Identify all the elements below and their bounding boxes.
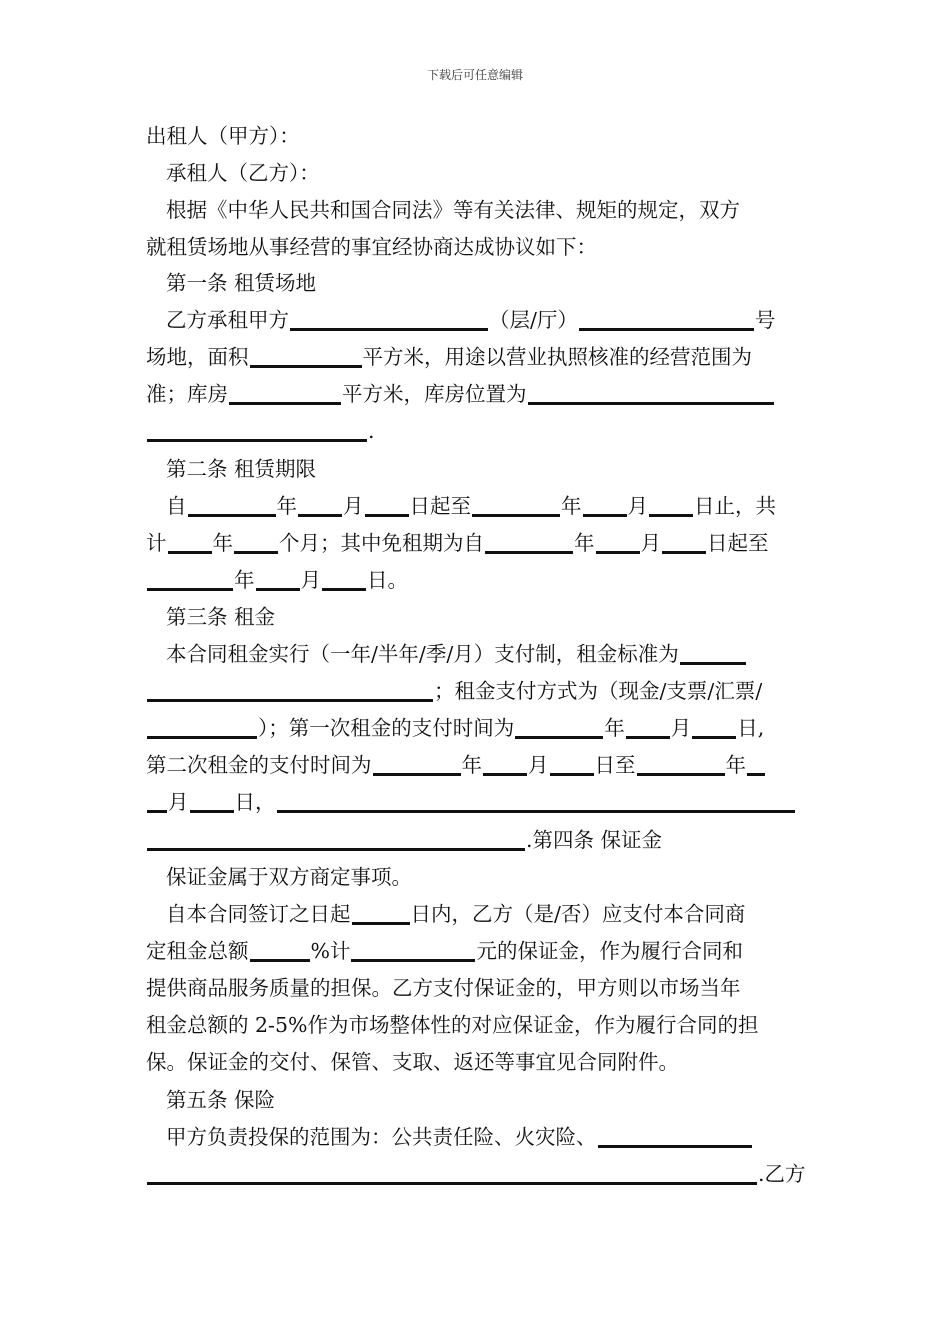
article-4-line-5: 租金总额的 2-5%作为市场整体性的对应保证金，作为履行合同的担	[146, 1013, 759, 1037]
article-5-text: 甲方负责投保的范围为：公共责任险、火灾险、	[166, 1125, 597, 1149]
article-2-text: 日止，共	[694, 494, 776, 518]
article-3-text: 日,	[737, 716, 765, 740]
blank-field	[596, 527, 640, 554]
article-4-line-3	[146, 933, 810, 970]
article-4-line-1: 保证金属于双方商定事项。	[166, 865, 412, 889]
article-5-text: .乙方	[758, 1162, 806, 1186]
blank-field	[528, 378, 774, 405]
page-header-note: 下载后可任意编辑	[426, 68, 523, 82]
article-3-text: 第二次租金的支付时间为	[146, 753, 372, 777]
article-4-line-4: 提供商品服务质量的担保。乙方支付保证金的，甲方则以市场当年	[146, 976, 741, 1000]
article-3-text: 日至	[594, 753, 636, 777]
article-2-text: 日。	[367, 568, 408, 592]
blank-field	[692, 712, 736, 739]
blank-field	[229, 378, 341, 405]
article-2-line-2	[146, 525, 810, 562]
blank-field	[598, 1121, 752, 1148]
article-4-text: %计	[310, 939, 351, 963]
blank-field	[365, 490, 409, 517]
article-3-line-3	[146, 710, 810, 747]
article-2-text: 日起至	[707, 531, 769, 555]
article-3-title: 第三条 租金	[166, 605, 276, 629]
article-2-text: 月	[343, 494, 364, 518]
article-1-text: 场地，面积	[146, 345, 249, 369]
article-4-text: 日内，乙方（是/否）应支付本合同商	[410, 902, 746, 926]
article-1-text: 乙方承租甲方	[166, 308, 289, 332]
article-4-text: 定租金总额	[146, 939, 249, 963]
article-3-text: 月	[670, 716, 692, 740]
article-1-text: 平方米，库房位置为	[342, 382, 527, 406]
blank-field	[351, 935, 475, 962]
article-1-text: （层/厅）	[489, 308, 578, 332]
blank-field	[352, 898, 410, 925]
lessor-line: 出租人（甲方）：	[146, 124, 300, 148]
article-3-text: 年	[461, 753, 482, 777]
article-5-line-1	[166, 1119, 830, 1156]
article-3-line-2	[146, 673, 810, 710]
article-2-text: 年	[574, 531, 595, 555]
article-3-text: ；租金支付方式为（现金/支票/汇票/	[434, 679, 763, 703]
article-4-line-6: 保。保证金的交付、保管、支取、返还等事宜见合同附件。	[146, 1050, 679, 1074]
blank-field	[256, 564, 300, 591]
blank-field	[168, 527, 212, 554]
blank-field	[579, 304, 754, 331]
blank-field	[472, 490, 560, 517]
article-3-text: 月	[168, 790, 189, 814]
blank-field	[298, 490, 342, 517]
article-1-line-2	[146, 339, 810, 376]
article-1-title: 第一条 租赁场地	[166, 271, 317, 295]
blank-field	[250, 341, 362, 368]
article-3-text: 年	[725, 753, 746, 777]
blank-field	[147, 824, 525, 851]
blank-field	[234, 527, 278, 554]
article-4-text: 元的保证金，作为履行合同和	[476, 939, 743, 963]
blank-field	[373, 749, 461, 776]
article-2-text: 月	[640, 531, 661, 555]
article-3-line-1	[166, 636, 830, 673]
blank-field	[147, 415, 367, 442]
blank-field	[322, 564, 366, 591]
blank-field	[662, 527, 706, 554]
lessee-line: 承租人（乙方）：	[166, 161, 320, 185]
blank-field	[277, 786, 795, 813]
article-2-text: 年	[212, 531, 233, 555]
blank-field	[250, 935, 310, 962]
article-3-line-6	[146, 822, 810, 859]
article-3-text: 日，	[234, 790, 276, 814]
blank-field	[147, 675, 433, 702]
article-1-line-1	[166, 302, 830, 339]
blank-field	[747, 749, 765, 776]
blank-field	[515, 712, 603, 739]
blank-field	[649, 490, 693, 517]
article-2-text: 月	[627, 494, 648, 518]
article-4-text: 自本合同签订之日起	[166, 902, 351, 926]
blank-field	[147, 564, 233, 591]
blank-field	[190, 786, 234, 813]
article-1-line-3	[146, 376, 810, 413]
article-3-text: 年	[604, 716, 625, 740]
article-4-title: .第四条 保证金	[526, 828, 663, 852]
article-1-text: 号	[754, 308, 776, 332]
article-3-text: 本合同租金实行（一年/半年/季/月）支付制，租金标准为	[166, 642, 679, 666]
article-2-line-1	[166, 488, 830, 525]
article-2-text: 年	[561, 494, 582, 518]
article-5-title: 第五条 保险	[166, 1088, 276, 1112]
article-1-text: 平方米，用途以营业执照核准的经营范围为	[362, 345, 752, 369]
blank-field	[550, 749, 594, 776]
blank-field	[483, 749, 527, 776]
article-3-text: 月	[528, 753, 549, 777]
preamble-line-1: 根据《中华人民共和国合同法》等有关法律、规矩的规定，双方	[166, 198, 740, 222]
article-1-text: .	[368, 419, 375, 443]
preamble-line-2: 就租赁场地从事经营的事宜经协商达成协议如下：	[146, 235, 597, 259]
article-2-title: 第二条 租赁期限	[166, 457, 317, 481]
blank-field	[290, 304, 488, 331]
article-2-line-3	[146, 562, 810, 599]
blank-field	[583, 490, 627, 517]
article-2-text: 月	[300, 568, 321, 592]
blank-field	[188, 490, 276, 517]
article-2-text: 年	[234, 568, 255, 592]
article-2-text: 年	[276, 494, 297, 518]
article-2-text: 自	[166, 494, 187, 518]
blank-field	[147, 1158, 757, 1185]
blank-field	[147, 712, 257, 739]
article-2-text: 日起至	[409, 494, 471, 518]
article-4-line-2	[166, 896, 830, 933]
blank-field	[680, 638, 746, 665]
article-3-line-4	[146, 747, 810, 784]
article-1-line-4	[146, 413, 810, 450]
blank-field	[485, 527, 573, 554]
blank-field	[637, 749, 725, 776]
blank-field	[626, 712, 670, 739]
article-5-line-2	[146, 1156, 810, 1193]
blank-field	[147, 786, 167, 813]
article-3-line-5	[146, 784, 810, 821]
article-1-text: 准；库房	[146, 382, 228, 406]
article-3-text: ）；第一次租金的支付时间为	[258, 716, 515, 740]
article-2-text: 计	[146, 531, 167, 555]
article-2-text: 个月；其中免租期为自	[279, 531, 484, 555]
